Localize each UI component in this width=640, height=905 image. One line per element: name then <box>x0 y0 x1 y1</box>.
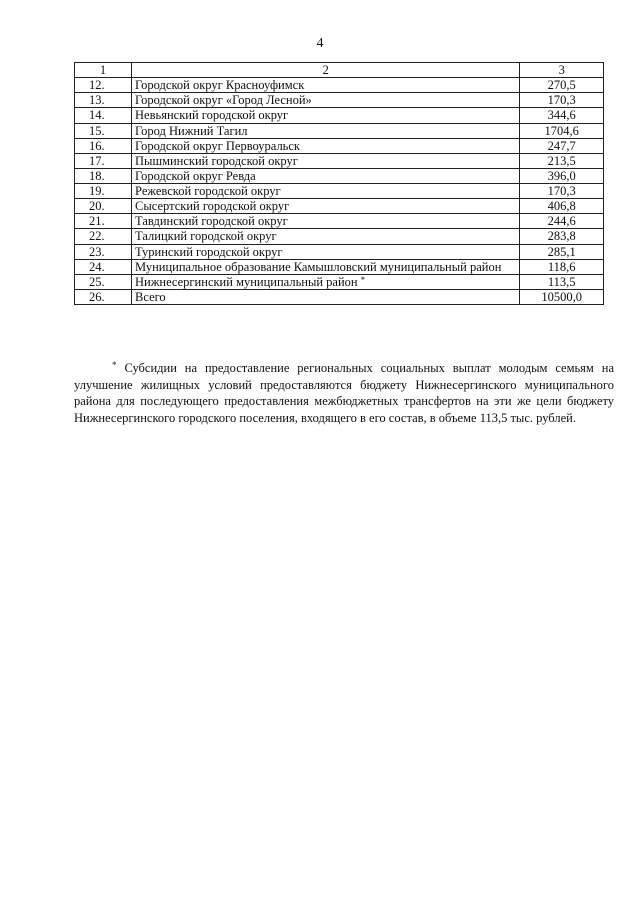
row-number: 19. <box>75 184 132 199</box>
row-number: 17. <box>75 153 132 168</box>
row-value: 213,5 <box>520 153 604 168</box>
table-row <box>75 199 604 214</box>
table-row <box>75 78 604 93</box>
row-name: Городской округ «Город Лесной» <box>135 93 312 108</box>
table-row <box>75 123 604 138</box>
row-name: Городской округ Красноуфимск <box>135 78 305 93</box>
row-name: Город Нижний Тагил <box>135 123 248 138</box>
row-name: Сысертский городской округ <box>135 199 290 214</box>
row-number: 20. <box>75 199 132 214</box>
row-value: 244,6 <box>520 214 604 229</box>
table-row <box>75 259 604 274</box>
row-name: Режевской городской округ <box>135 184 281 198</box>
row-name: Пышминский городской округ <box>135 153 298 168</box>
table-row <box>75 138 604 153</box>
table-row <box>75 108 604 123</box>
row-name: Всего <box>135 289 166 304</box>
row-name-cell <box>132 214 520 229</box>
header-col-3: 3 <box>520 63 604 78</box>
row-name-cell <box>132 168 520 183</box>
table-header-row <box>75 63 604 78</box>
table-row <box>75 184 604 199</box>
row-name-cell <box>132 184 520 199</box>
row-number: 14. <box>75 108 132 123</box>
row-name-cell <box>132 274 520 289</box>
table-row <box>75 289 604 304</box>
row-name: Туринский городской округ <box>135 244 283 259</box>
row-number: 26. <box>75 289 132 304</box>
subsidy-table <box>74 62 604 305</box>
row-name-cell <box>132 244 520 259</box>
row-value: 283,8 <box>520 229 604 244</box>
table-row <box>75 214 604 229</box>
row-value: 10500,0 <box>520 289 604 304</box>
row-name-cell <box>132 199 520 214</box>
table-row <box>75 153 604 168</box>
row-name: Невьянский городской округ <box>135 108 289 123</box>
row-number: 16. <box>75 138 132 153</box>
footnote-marker: * <box>112 360 117 370</box>
row-number: 25. <box>75 274 132 289</box>
row-name: Городской округ Ревда <box>135 168 256 183</box>
row-name-cell <box>132 108 520 123</box>
header-col-2: 2 <box>132 63 520 78</box>
row-number: 24. <box>75 259 132 274</box>
table-row <box>75 93 604 108</box>
row-name: Городской округ Первоуральск <box>135 138 301 153</box>
row-name: Талицкий городской округ <box>135 229 277 244</box>
row-number: 23. <box>75 244 132 259</box>
table-row <box>75 229 604 244</box>
row-name-cell <box>132 153 520 168</box>
subsidy-table-body <box>75 63 604 305</box>
row-number: 22. <box>75 229 132 244</box>
row-value: 247,7 <box>520 138 604 153</box>
row-name-cell <box>132 93 520 108</box>
row-value: 396,0 <box>520 168 604 183</box>
footnote-text: Субсидии на предоставление региональных социальных выплат молодым семьям на улучшение жилищных условий предоставляются бюджету Нижнесергинского муниципального района для последующего предоставления межбюджетных трансфертов на эти же цели бюджету Нижнесергинского городского поселения, входящего в его состав, в объеме 113,5 тыс. рублей. <box>74 361 615 425</box>
row-name-cell <box>132 289 520 304</box>
row-name-cell <box>132 259 520 274</box>
row-value: 406,8 <box>520 199 604 214</box>
footnote <box>74 360 614 426</box>
row-value: 170,3 <box>520 93 604 108</box>
row-footnote-marker: * <box>360 274 366 285</box>
row-value: 344,6 <box>520 108 604 123</box>
row-name-cell <box>132 229 520 244</box>
row-value: 170,3 <box>520 184 604 199</box>
row-name-cell <box>132 138 520 153</box>
row-value: 113,5 <box>520 274 604 289</box>
page-number: 4 <box>316 36 324 51</box>
row-number: 15. <box>75 123 132 138</box>
row-number: 18. <box>75 168 132 183</box>
row-name-cell <box>132 123 520 138</box>
row-value: 118,6 <box>520 259 604 274</box>
table-row <box>75 244 604 259</box>
row-name-cell <box>132 78 520 93</box>
row-name: Муниципальное образование Камышловский муниципальный район <box>135 259 502 274</box>
table-row <box>75 168 604 183</box>
row-value: 1704,6 <box>520 123 604 138</box>
row-value: 270,5 <box>520 78 604 93</box>
table-row <box>75 274 604 289</box>
header-col-1: 1 <box>75 63 132 78</box>
row-value: 285,1 <box>520 244 604 259</box>
row-name: Нижнесергинский муниципальный район <box>135 274 358 289</box>
row-number: 12. <box>75 78 132 93</box>
row-name: Тавдинский городской округ <box>135 214 288 229</box>
row-number: 21. <box>75 214 132 229</box>
row-number: 13. <box>75 93 132 108</box>
